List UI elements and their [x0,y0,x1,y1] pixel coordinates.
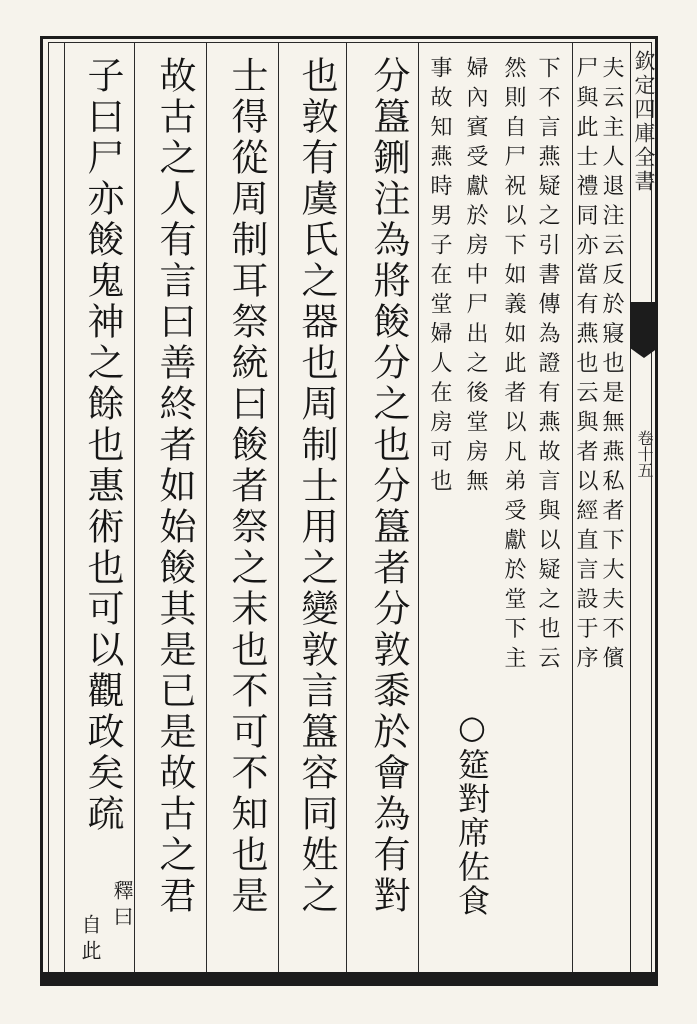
volume-label: 卷十五 [635,430,654,478]
annotation-column: 然則自尸祝以下如義如此者以凡弟受獻於堂下主 [501,56,526,676]
annotation-column: 夫云主人退注云反於寢也是無燕私者下大夫不儐 [599,56,624,676]
bottom-border-bar [40,972,658,986]
column-rule [278,42,279,972]
column-rule [418,42,419,972]
column-rule [206,42,207,972]
trailing-note-left: 自此 [78,914,102,966]
annotation-column: 尸與此士禮同亦當有燕也云與者以經直言設于序 [573,56,598,676]
column-rule [64,42,65,972]
annotation-column: 婦內賓受獻於房中尸出之後堂房無 [463,56,488,499]
column-rule [346,42,347,972]
trailing-note-right: 釋曰 [110,880,134,932]
main-text-insert: ○筵對席佐食 [453,708,491,918]
book-title: 欽定四庫全書 [632,50,656,194]
annotation-column: 事故知燕時男子在堂婦人在房可也 [427,56,452,499]
main-text-column: 子曰尸亦餕鬼神之餘也惠術也可以觀政矣疏 [81,56,124,835]
page-inner-border [48,42,652,978]
fishtail-mark [630,302,658,348]
main-text-column: 士得從周制耳祭統曰餕者祭之末也不可不知也是 [225,56,268,917]
main-text-column: 故古之人有言曰善終者如始餕其是已是故古之君 [153,56,196,917]
main-text-column: 分簋鉶注為將餕分之也分簋者分敦黍於會為有對 [367,56,410,917]
annotation-column: 下不言燕疑之引書傳為證有燕故言與以疑之也云 [535,56,560,676]
main-text-column: 也敦有虞氏之器也周制士用之變敦言簋容同姓之 [295,56,338,917]
column-rule [134,42,135,972]
